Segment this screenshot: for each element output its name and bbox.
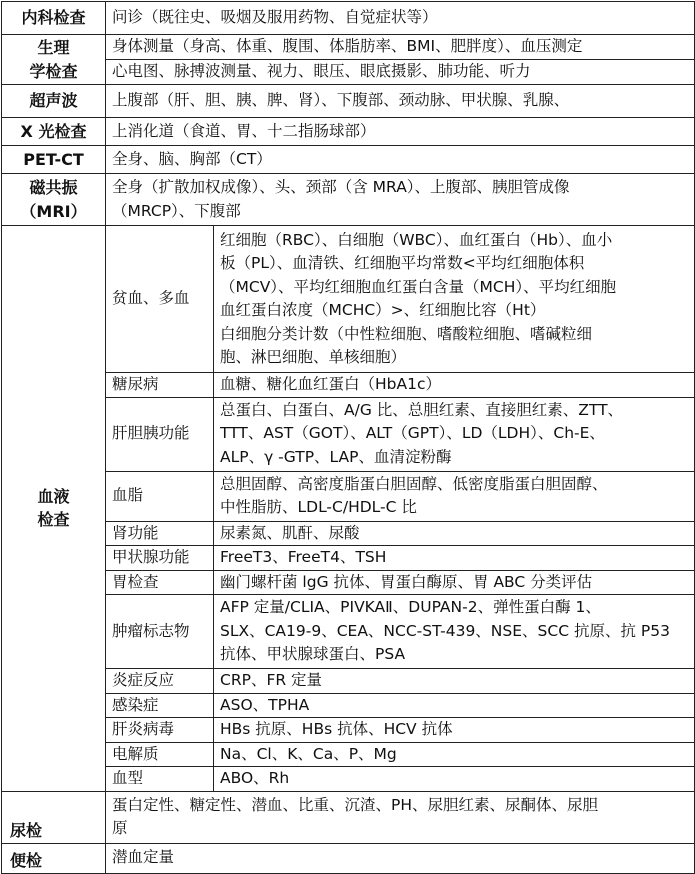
row-blood-thyroid [2, 546, 695, 571]
blood-item-line: AFP 定量/CLIA、PIVKAⅡ、DUPAN-2、弹性蛋白酶 1、 [220, 598, 601, 617]
category-stool: 便检 [2, 843, 106, 873]
blood-item-content [214, 226, 695, 373]
blood-item-line: 红细胞（RBC）、白细胞（WBC）、血红蛋白（Hb）、血小 [220, 230, 613, 249]
blood-item-line: 中性脂肪、LDL-C/HDL-C 比 [220, 498, 417, 516]
blood-item-content: ABO、Rh [214, 767, 695, 792]
blood-item-name: 肝炎病毒 [106, 718, 214, 743]
row-blood-liver [2, 397, 695, 471]
row-petct [2, 146, 695, 174]
row-xray [2, 118, 695, 146]
row-ultrasound [2, 85, 695, 118]
blood-item-content: HBs 抗原、HBs 抗体、HCV 抗体 [214, 718, 695, 743]
content-internal-medicine: 问诊（既往史、吸烟及服用药物、自觉症状等） [106, 2, 695, 35]
blood-item-name: 肾功能 [106, 521, 214, 546]
content-urine [106, 791, 695, 843]
blood-item-name: 贫血、多血 [106, 226, 214, 373]
blood-item-line: 抗体、甲状腺球蛋白、PSA [220, 645, 406, 664]
blood-item-line: SLX、CA19-9、CEA、NCC-ST-439、NSE、SCC 抗原、抗 P53 [220, 621, 670, 640]
blood-item-line: TTT、AST（GOT）、ALT（GPT）、LD（LDH）、Ch-E、 [220, 424, 605, 443]
row-blood-diabetes [2, 373, 695, 398]
content-physiology-1: 身体测量（身高、体重、腹围、体脂肪率、BMI、肥胖度）、血压测定 [106, 35, 695, 60]
row-blood-stomach [2, 570, 695, 595]
blood-item-line: ALP、γ -GTP、LAP、血清淀粉酶 [220, 447, 452, 466]
blood-item-name: 糖尿病 [106, 373, 214, 398]
blood-item-content: Na、Cl、K、Ca、P、Mg [214, 742, 695, 767]
blood-item-line: 总蛋白、白蛋白、A/G 比、总胆红素、直接胆红素、ZTT、 [220, 400, 624, 419]
blood-item-line: 总胆固醇、高密度脂蛋白胆固醇、低密度脂蛋白胆固醇、 [220, 474, 608, 493]
content-physiology-2: 心电图、脉搏波测量、视力、眼压、眼底摄影、肺功能、听力 [106, 60, 695, 85]
blood-item-content [214, 595, 695, 669]
blood-item-line: 血红蛋白浓度（MCHC）>、红细胞比容（Ht） [220, 301, 546, 319]
category-blood-line2: 检查 [37, 510, 70, 530]
blood-item-line: 板（PL）、血清铁、红细胞平均常数<平均红细胞体积 [220, 254, 585, 272]
content-mri [106, 174, 695, 226]
content-urine-line2: 原 [112, 819, 128, 837]
blood-item-content: 尿素氮、肌酐、尿酸 [214, 521, 695, 546]
content-xray: 上消化道（食道、胃、十二指肠球部） [106, 118, 695, 146]
blood-item-name: 电解质 [106, 742, 214, 767]
blood-item-content: FreeT3、FreeT4、TSH [214, 546, 695, 571]
blood-item-line: （MCV）、平均红细胞血红蛋白含量（MCH）、平均红细胞 [220, 277, 617, 296]
blood-item-name: 感染症 [106, 693, 214, 718]
content-mri-line1: 全身（扩散加权成像）、头、颈部（含 MRA）、上腹部、胰胆管成像 [112, 178, 570, 196]
category-urine: 尿检 [2, 791, 106, 843]
blood-item-content: ASO、TPHA [214, 693, 695, 718]
category-blood-line1: 血液 [37, 486, 70, 506]
row-blood-type [2, 767, 695, 792]
blood-item-name: 血脂 [106, 471, 214, 521]
category-blood [2, 226, 106, 792]
category-mri-line1: 磁共振 [29, 178, 78, 197]
category-ultrasound: 超声波 [2, 85, 106, 118]
row-blood-lipid [2, 471, 695, 521]
row-blood-inflammation [2, 669, 695, 694]
content-stool: 潜血定量 [106, 843, 695, 873]
row-blood-electrolyte [2, 742, 695, 767]
blood-item-name: 甲状腺功能 [106, 546, 214, 571]
category-physiology-line2: 学检查 [29, 61, 78, 81]
content-petct: 全身、脑、胸部（CT） [106, 146, 695, 174]
category-petct: PET-CT [2, 146, 106, 174]
row-physiology-2 [2, 60, 695, 85]
row-mri [2, 174, 695, 226]
category-internal-medicine: 内科检查 [2, 2, 106, 35]
blood-item-content: 幽门螺杆菌 lgG 抗体、胃蛋白酶原、胃 ABC 分类评估 [214, 570, 695, 595]
row-blood-kidney [2, 521, 695, 546]
blood-item-name: 血型 [106, 767, 214, 792]
blood-item-content [214, 471, 695, 521]
category-mri [2, 174, 106, 226]
category-xray: X 光检查 [2, 118, 106, 146]
blood-item-name: 肝胆胰功能 [106, 397, 214, 471]
blood-item-line: 胞、淋巴细胞、单核细胞） [220, 348, 407, 366]
blood-item-content [214, 397, 695, 471]
blood-item-name: 胃检查 [106, 570, 214, 595]
row-stool [2, 843, 695, 873]
row-urine [2, 791, 695, 843]
category-mri-line2: （MRI） [20, 201, 87, 221]
row-internal-medicine [2, 2, 695, 35]
row-blood-anemia [2, 226, 695, 373]
blood-item-content: 血糖、糖化血红蛋白（HbA1c） [214, 373, 695, 398]
content-urine-line1: 蛋白定性、糖定性、潜血、比重、沉渣、PH、尿胆红素、尿酮体、尿胆 [112, 795, 599, 814]
category-physiology [2, 35, 106, 85]
blood-item-line: 白细胞分类计数（中性粒细胞、嗜酸粒细胞、嗜碱粒细 [220, 324, 593, 343]
exam-items-table [1, 1, 695, 874]
content-mri-line2: （MRCP）、下腹部 [112, 201, 241, 220]
category-physiology-line1: 生理 [37, 38, 70, 57]
blood-item-content: CRP、FR 定量 [214, 669, 695, 694]
row-blood-infection [2, 693, 695, 718]
blood-item-name: 炎症反应 [106, 669, 214, 694]
row-blood-hepatitis [2, 718, 695, 743]
blood-item-name: 肿瘤标志物 [106, 595, 214, 669]
row-physiology-1 [2, 35, 695, 60]
content-ultrasound: 上腹部（肝、胆、胰、脾、肾）、下腹部、颈动脉、甲状腺、乳腺、 [106, 85, 695, 118]
row-blood-tumor [2, 595, 695, 669]
